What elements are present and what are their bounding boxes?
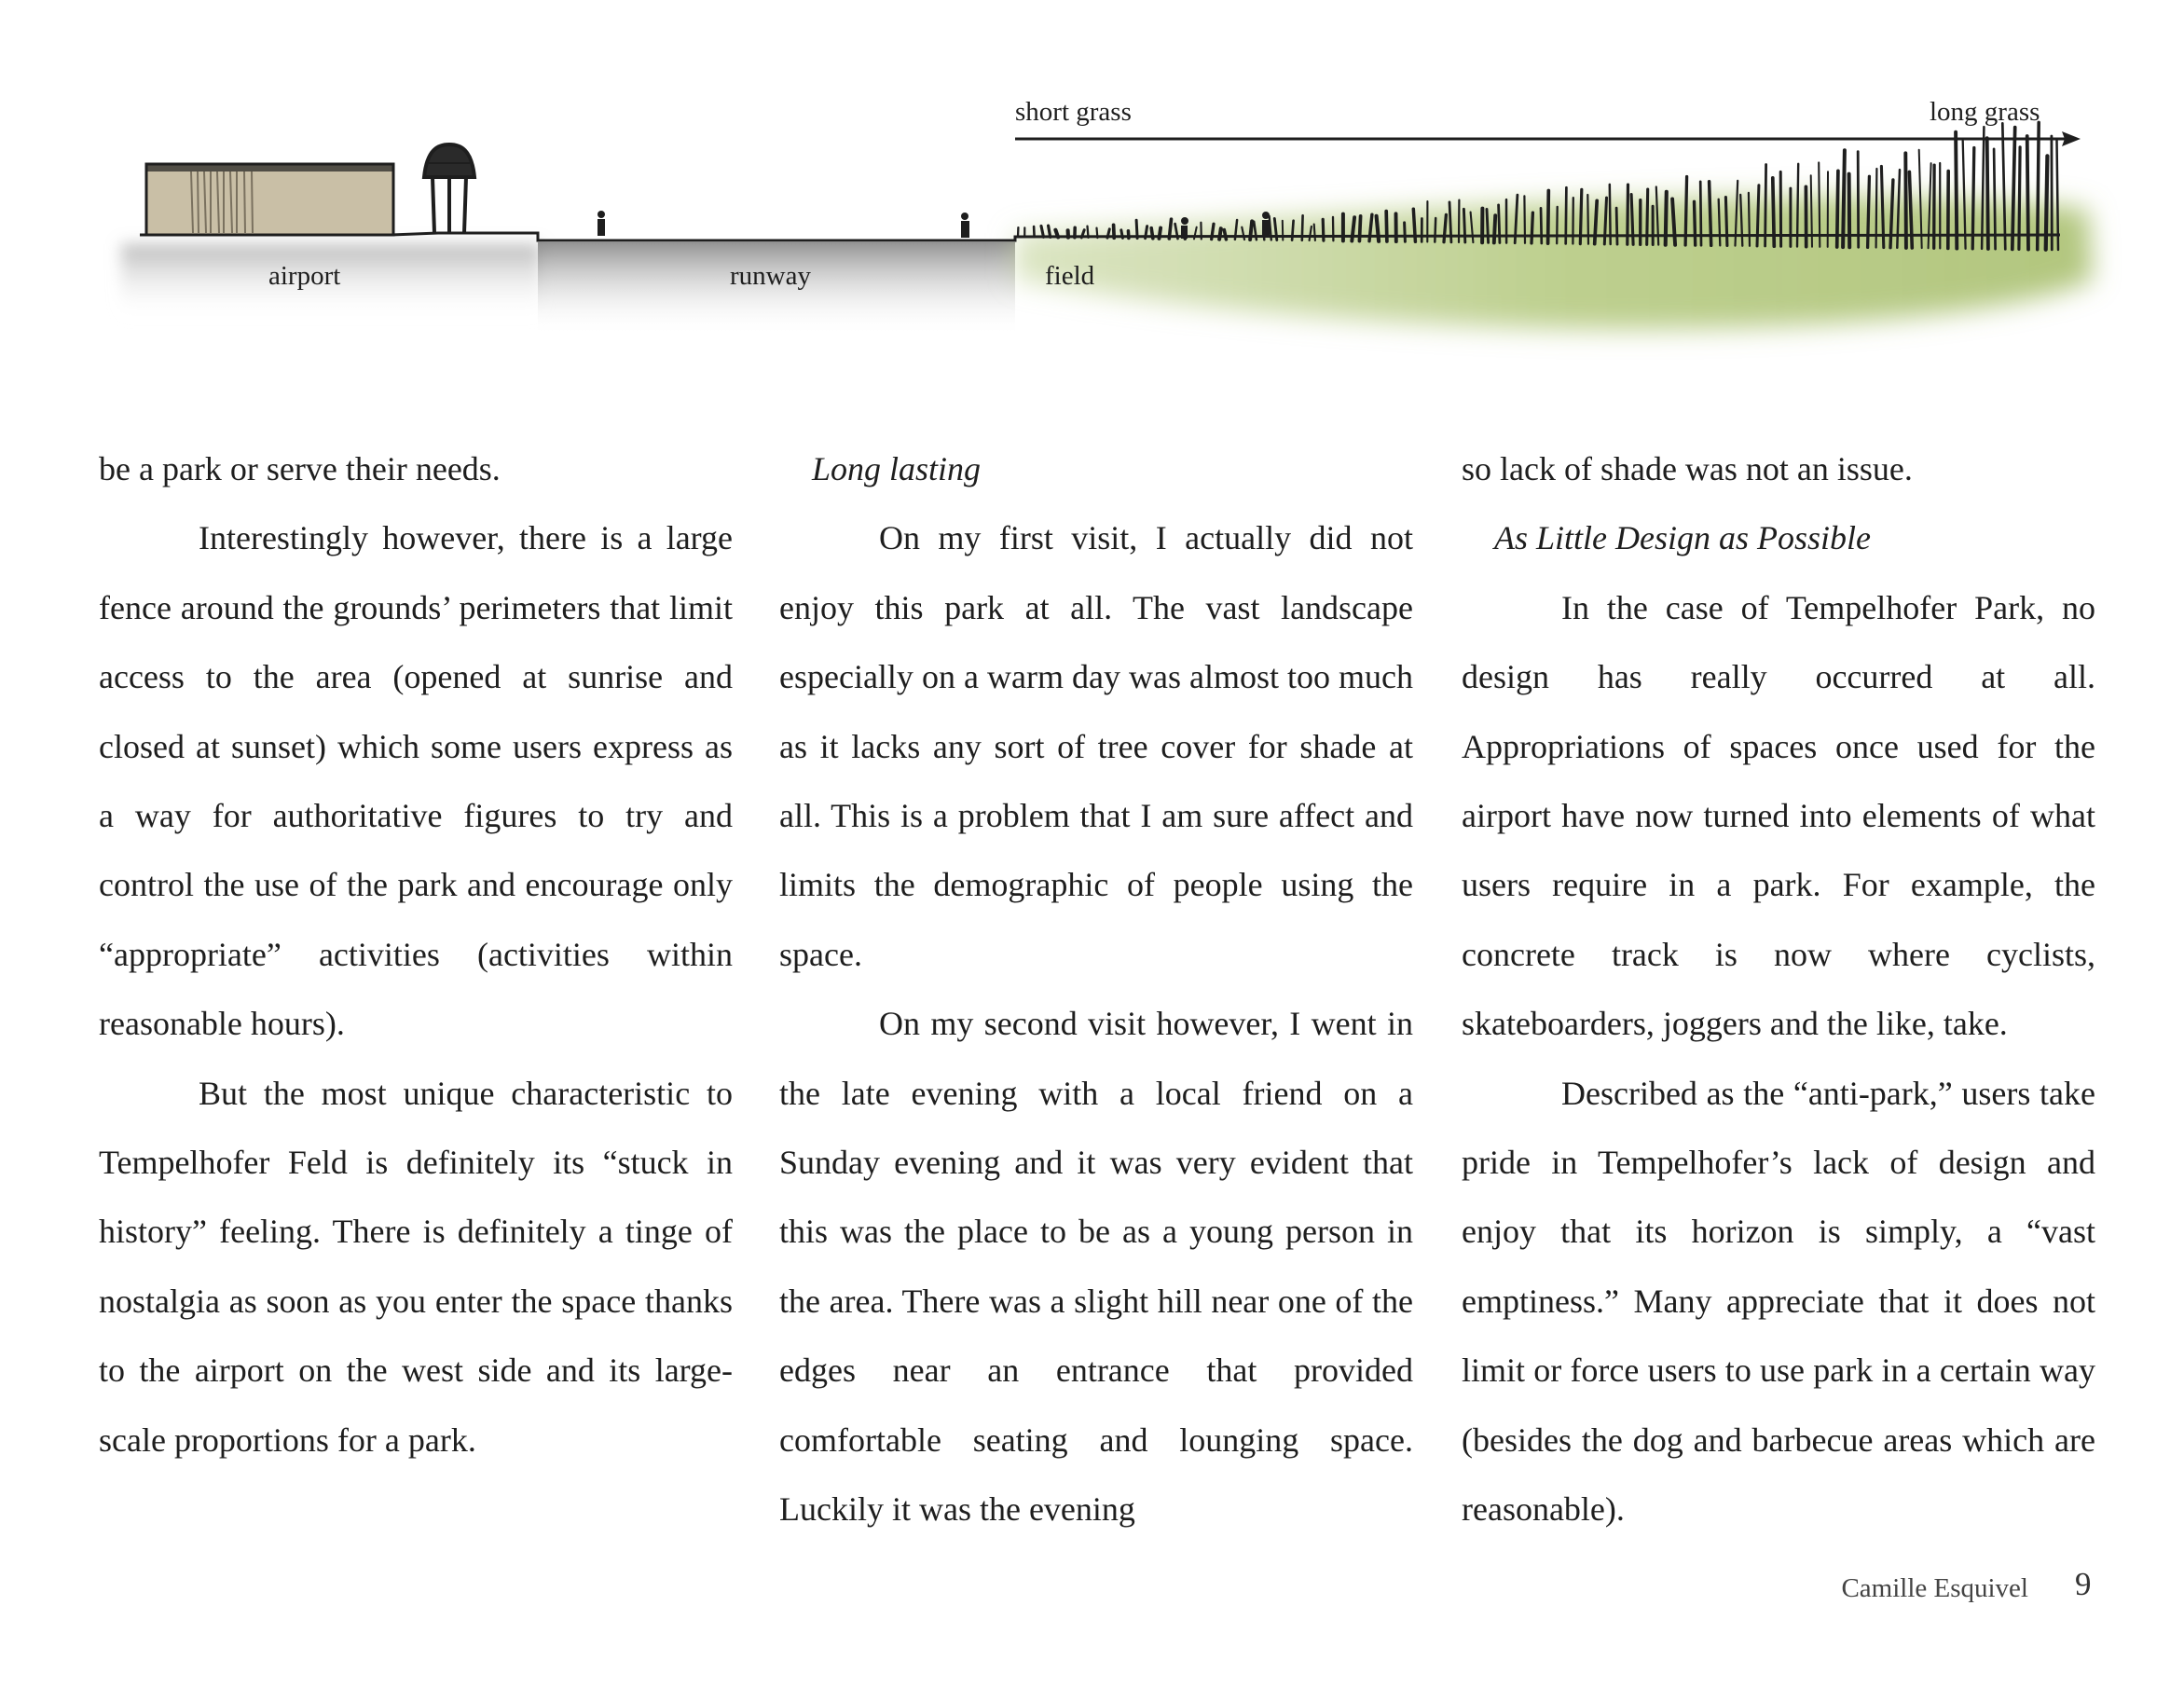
text-column-1 [99,434,733,1475]
grass-blade [1773,178,1775,246]
site-section-diagram [0,0,2184,373]
grass-blade [1749,193,1750,246]
grass-blade [1595,200,1598,243]
grass-blade [1097,228,1098,239]
grass-blade [1136,220,1137,238]
grass-blade [1405,223,1406,241]
radar-tower-icon [424,144,474,233]
grass-blade [1797,164,1798,247]
body-paragraph: On my second visit however, I went in the late evening with a local friend on a Sunday evening and it was very evident that this was the place to be as a young person in the area. There was a slight hill near one of the edges near an entrance that provided comfortable seating and lounging space. Luckily it was the evening [779,1005,1413,1529]
grass-blade [1292,221,1294,240]
grass-blade [1616,208,1617,244]
section-sketch [0,0,2184,373]
grass-blade [1219,228,1221,240]
grass-blade [1494,215,1495,242]
grass-blade [1666,192,1667,245]
grass-blade [1548,191,1549,244]
grass-blade [1314,225,1315,240]
grass-blade [1987,138,1988,249]
short-grass-label: short grass [1015,97,1132,127]
body-paragraph: Described as the “anti-park,” users take pride in Tempelhofer’s lack of design and enjoy that its horizon is simply, a “vast emptiness.” Many appreciate that it does not limit or force users to use park in a certain way (besides the dog and barbecue areas which are reasonable). [1462,1074,2095,1529]
grass-blade [1185,228,1186,240]
grass-blade [1843,150,1845,247]
grass-blade [1413,209,1415,241]
grass-blade [1151,228,1153,239]
grass-blade [1631,195,1633,245]
grass-blade [1956,132,1957,249]
grass-blade [1487,209,1489,242]
grass-wash [1015,198,2093,329]
grass-blade [2027,136,2028,250]
grass-blade [1055,230,1058,238]
grass-blade [1757,185,1759,246]
body-paragraph: On my first visit, I actually did not enjoy this park at all. The vast landscape especially on a warm day was almost too much as it lacks any sort of tree cover for shade at all. This is a problem that I am sure affect and limits the demographic of people using the space. [779,519,1413,973]
grass-blade [1876,169,1877,248]
grass-blade [1587,195,1588,244]
grass-blade [1499,205,1500,243]
grass-blade [1088,226,1089,238]
grass-blade [1566,187,1567,243]
grass-blade [1837,171,1838,247]
body-paragraph: Interestingly however, there is a large fence around the grounds’ perimeters that limit access to the area (opened at sunrise and closed at sunset) which some users express as a way for authoritative figures to try and control the use of the park and encourage only “appropriate” activities (activities within reasonable hours). [99,519,733,1043]
grass-blade [1377,216,1380,241]
grass-blade [1250,221,1252,240]
grass-blade [1700,182,1701,245]
grass-blade [2057,140,2059,250]
grass-blade [1386,212,1387,241]
body-paragraph: In the case of Tempelhofer Park, no design has really occurred at all. Appropriations of spaces once used for the airport have now turned into elements of what users require in a park. For example, the concrete track is now where cyclists, skateboarders, joggers and the like, take. [1462,588,2095,1043]
grass-blade [1765,165,1766,247]
grass-blade [1994,149,1996,249]
zone-label-airport: airport [268,261,341,291]
grass-blade [1819,162,1820,246]
grass-blade [1580,189,1582,243]
grass-blade [1263,228,1264,240]
grass-blade [1868,176,1870,247]
grass-blade [1169,219,1171,239]
grass-blade [1352,217,1354,240]
grass-blade [1524,196,1525,242]
grass-blade [1710,182,1711,246]
text-column-3 [1462,434,2095,1544]
grass-blade [1557,207,1558,243]
grass-blade [2046,156,2048,249]
grass-blade [1647,189,1648,244]
footer-author: Camille Esquivel [1841,1573,2028,1603]
grass-blade [1114,225,1115,238]
grass-blade [1725,198,1727,246]
person-icon [961,213,969,238]
grass-blade [1685,177,1687,246]
grass-blade [2038,122,2040,249]
text-column-2 [779,434,1413,1544]
grass-gradient-arrow-icon [1015,131,2081,146]
zone-label-field: field [1045,261,1095,291]
grass-blade [1695,201,1696,245]
grass-blade [1302,215,1303,240]
grass-blade [1160,228,1161,239]
grass-blade [2019,147,2020,250]
grass-blade [1121,230,1123,239]
grass-blade [1128,231,1129,239]
grass-blade [1283,221,1284,240]
zone-label-runway: runway [730,261,811,291]
grass-blade [1719,199,1721,246]
grass-blade [1849,174,1850,248]
airport-building-icon [146,164,393,235]
long-grass-label: long grass [1930,97,2040,127]
grass-blade [1610,185,1611,244]
page-number: 9 [2075,1566,2092,1602]
grass-blade [1449,202,1451,242]
grass-blade [1323,219,1324,240]
grass-blade [1463,209,1464,242]
grass-blade [1858,152,1859,248]
person-icon [598,211,605,236]
grass-blade [1905,153,1906,248]
grass-blade [1811,175,1812,247]
grass-blade [1034,226,1035,237]
grass-blade [1359,216,1360,241]
body-paragraph: so lack of shade was not an issue. [1462,450,1913,487]
grass-blade [1146,226,1147,239]
body-paragraph: But the most unique characteristic to Tempelhofer Feld is definitely its “stuck in history” feeling. There is definitely a tinge of nostalgia as soon as you enter the space thanks to the airport on the west side and its large-scale proportions for a park. [99,1074,733,1459]
body-paragraph: be a park or serve their needs. [99,450,501,487]
grass-blade [1972,148,1974,249]
grass-blade [1224,230,1226,240]
grass-blade [1541,208,1542,243]
grass-blade [1212,224,1214,239]
section-heading: Long lasting [812,450,982,487]
grass-blade [1049,226,1051,237]
section-heading: As Little Design as Possible [1494,519,1871,557]
